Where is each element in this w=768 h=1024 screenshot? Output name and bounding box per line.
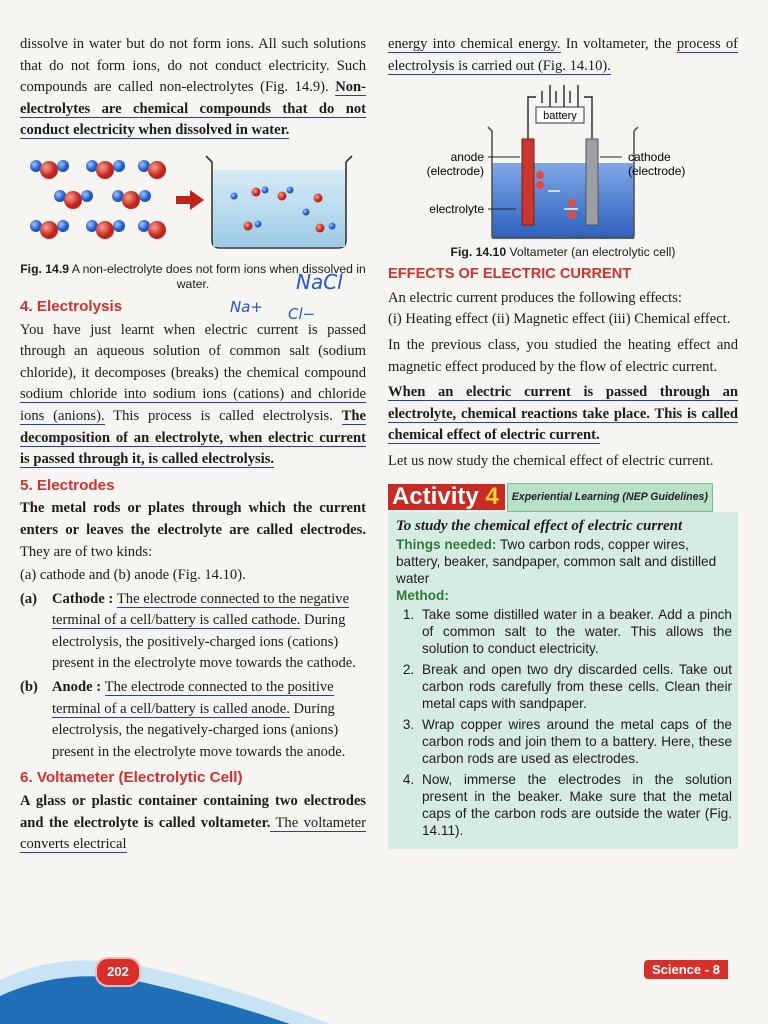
method-heading: Method: [396,588,449,604]
effects-intro: An electric current produces the following effects: [388,289,682,306]
effects-list: (i) Heating effect (ii) Magnetic effect (iii) Chemical effect. [388,311,731,328]
method-step: 1. Take some distilled water in a beaker. Add a pinch of common salt to the water. This allows the solution to conduct electricity. [418,606,732,657]
non-electrolyte-illustration [20,148,366,258]
svg-text:(electrode): (electrode) [426,164,484,179]
svg-text:electrolyte: electrolyte [429,202,484,217]
electrodes-intro: The metal rods or plates through which the current enters or leaves the electrolyte are called electrodes. They are of two kinds: [20,500,366,560]
anode-rod [522,139,534,225]
electrolysis-paragraph: You have just learnt when electric current is passed through an aqueous solution of common salt (sodium chloride), it decomposes (breaks) the chemical compound sodium chloride into sodium ions (cations) and chloride ions (anions). This process is called electrolysis. The decomposition of an electrolyte, when electric current is passed through it, is called electrolysis. [20,321,366,468]
electrode-kinds: (a) cathode and (b) anode (Fig. 14.10). [20,567,246,584]
cathode-rod [586,139,598,225]
figure-14-9-caption: Fig. 14.9 A non-electrolyte does not form ions when dissolved in water. [20,261,366,291]
molecule-cluster [30,160,166,239]
beaker [206,156,352,248]
activity-box [388,512,738,849]
nep-tag: Experiential Learning (NEP Guidelines) [507,483,713,513]
cathode-definition: The electrode connected to the negative terminal of a cell/battery is called cathode. [52,590,350,629]
battery-icon [536,85,584,123]
electrolysis-definition: The decomposition of an electrolyte, when electric current is passed through it, is called electrolysis. [20,407,366,468]
figure-14-9 [20,148,366,258]
activity-header [388,483,738,513]
activity-aim: To study the chemical effect of electric current [396,518,683,535]
svg-text:anode: anode [450,150,484,165]
previous-class-paragraph: In the previous class, you studied the heating effect and magnetic effect produced by the flow of electric current. [388,336,738,375]
book-title: Science - 8 [644,960,728,979]
handwritten-cl-ion: Cl− [288,305,316,323]
cathode-item: (a) Cathode : The electrode connected to the negative terminal of a cell/battery is called cathode. During electrolysis, the positively-charged ions (cations) present in the electrolyte move towards the cathode. [20,590,356,672]
battery-label: battery [543,110,577,123]
chemical-effect-definition: When an electric current is passed through an electrolyte, chemical reactions take place. This is called chemical effect of electric current. [388,384,738,444]
method-step: 3. Wrap copper wires around the metal caps of the carbon rods and join them to a battery. Here, these carbon rods are used as electrodes. [418,716,732,767]
activity-badge: Activity 4 [388,484,505,510]
method-step: 4. Now, immerse the electrodes in the solution present in the beaker. Make sure that the metal caps of the carbon rods are outside the water (Fig. 14.11). [418,771,732,839]
voltameter-diagram [388,81,738,241]
figure-14-10 [388,81,738,241]
method-step: 2. Break and open two dry discarded cells. Take out carbon rods carefully from these cells. Clean their metal caps with sandpaper. [418,661,732,712]
beaker [488,127,638,239]
arrow-right-icon [176,190,204,210]
method-steps [396,606,732,839]
study-paragraph: Let us now study the chemical effect of electric current. [388,452,714,469]
things-needed: Things needed: Two carbon rods, copper wires, battery, beaker, sandpaper, common salt and distilled water [396,537,717,587]
voltameter-paragraph: A glass or plastic container containing two electrodes and the electrolyte is called voltameter. The voltameter converts electrical [20,793,367,853]
svg-text:(electrode): (electrode) [628,164,686,179]
voltameter-continued: energy into chemical energy. In voltameter, the process of electrolysis is carried out (Fig. 14.10). [388,36,738,74]
anode-item: (b) Anode : The electrode connected to the positive terminal of a cell/battery is called anode. During electrolysis, the negatively-charged ions (anions) present in the electrolyte move towards the anode. [20,679,346,760]
footer-wave [0,940,330,1024]
section-5-heading: 5. Electrodes [20,476,115,494]
handwritten-na-ion: Na+ [230,298,263,316]
section-4-heading: 4. Electrolysis [20,297,123,315]
svg-text:cathode: cathode [628,150,671,165]
effects-heading: EFFECTS OF ELECTRIC CURRENT [388,266,632,283]
non-electrolyte-paragraph: dissolve in water but do not form ions. All such solutions that do not form ions, do not conduct electricity. Such compounds are called non-electrolytes (Fig. 14.9). Non-electrolytes are chemical compounds that do not conduct electricity when dissolved in water. [20,36,366,139]
handwritten-nacl: NaCl [296,270,343,294]
section-6-heading: 6. Voltameter (Electrolytic Cell) [20,769,243,787]
page-number: 202 [95,957,141,987]
anode-definition: The electrode connected to the positive terminal of a cell/battery is called anode. [52,679,334,717]
non-electrolyte-definition: Non-electrolytes are chemical compounds that do not conduct electricity when dissolved in water. [20,79,366,139]
right-column [388,34,738,849]
left-column [20,34,366,856]
figure-14-10-caption: Fig. 14.10 Voltameter (an electrolytic cell) [450,245,676,260]
